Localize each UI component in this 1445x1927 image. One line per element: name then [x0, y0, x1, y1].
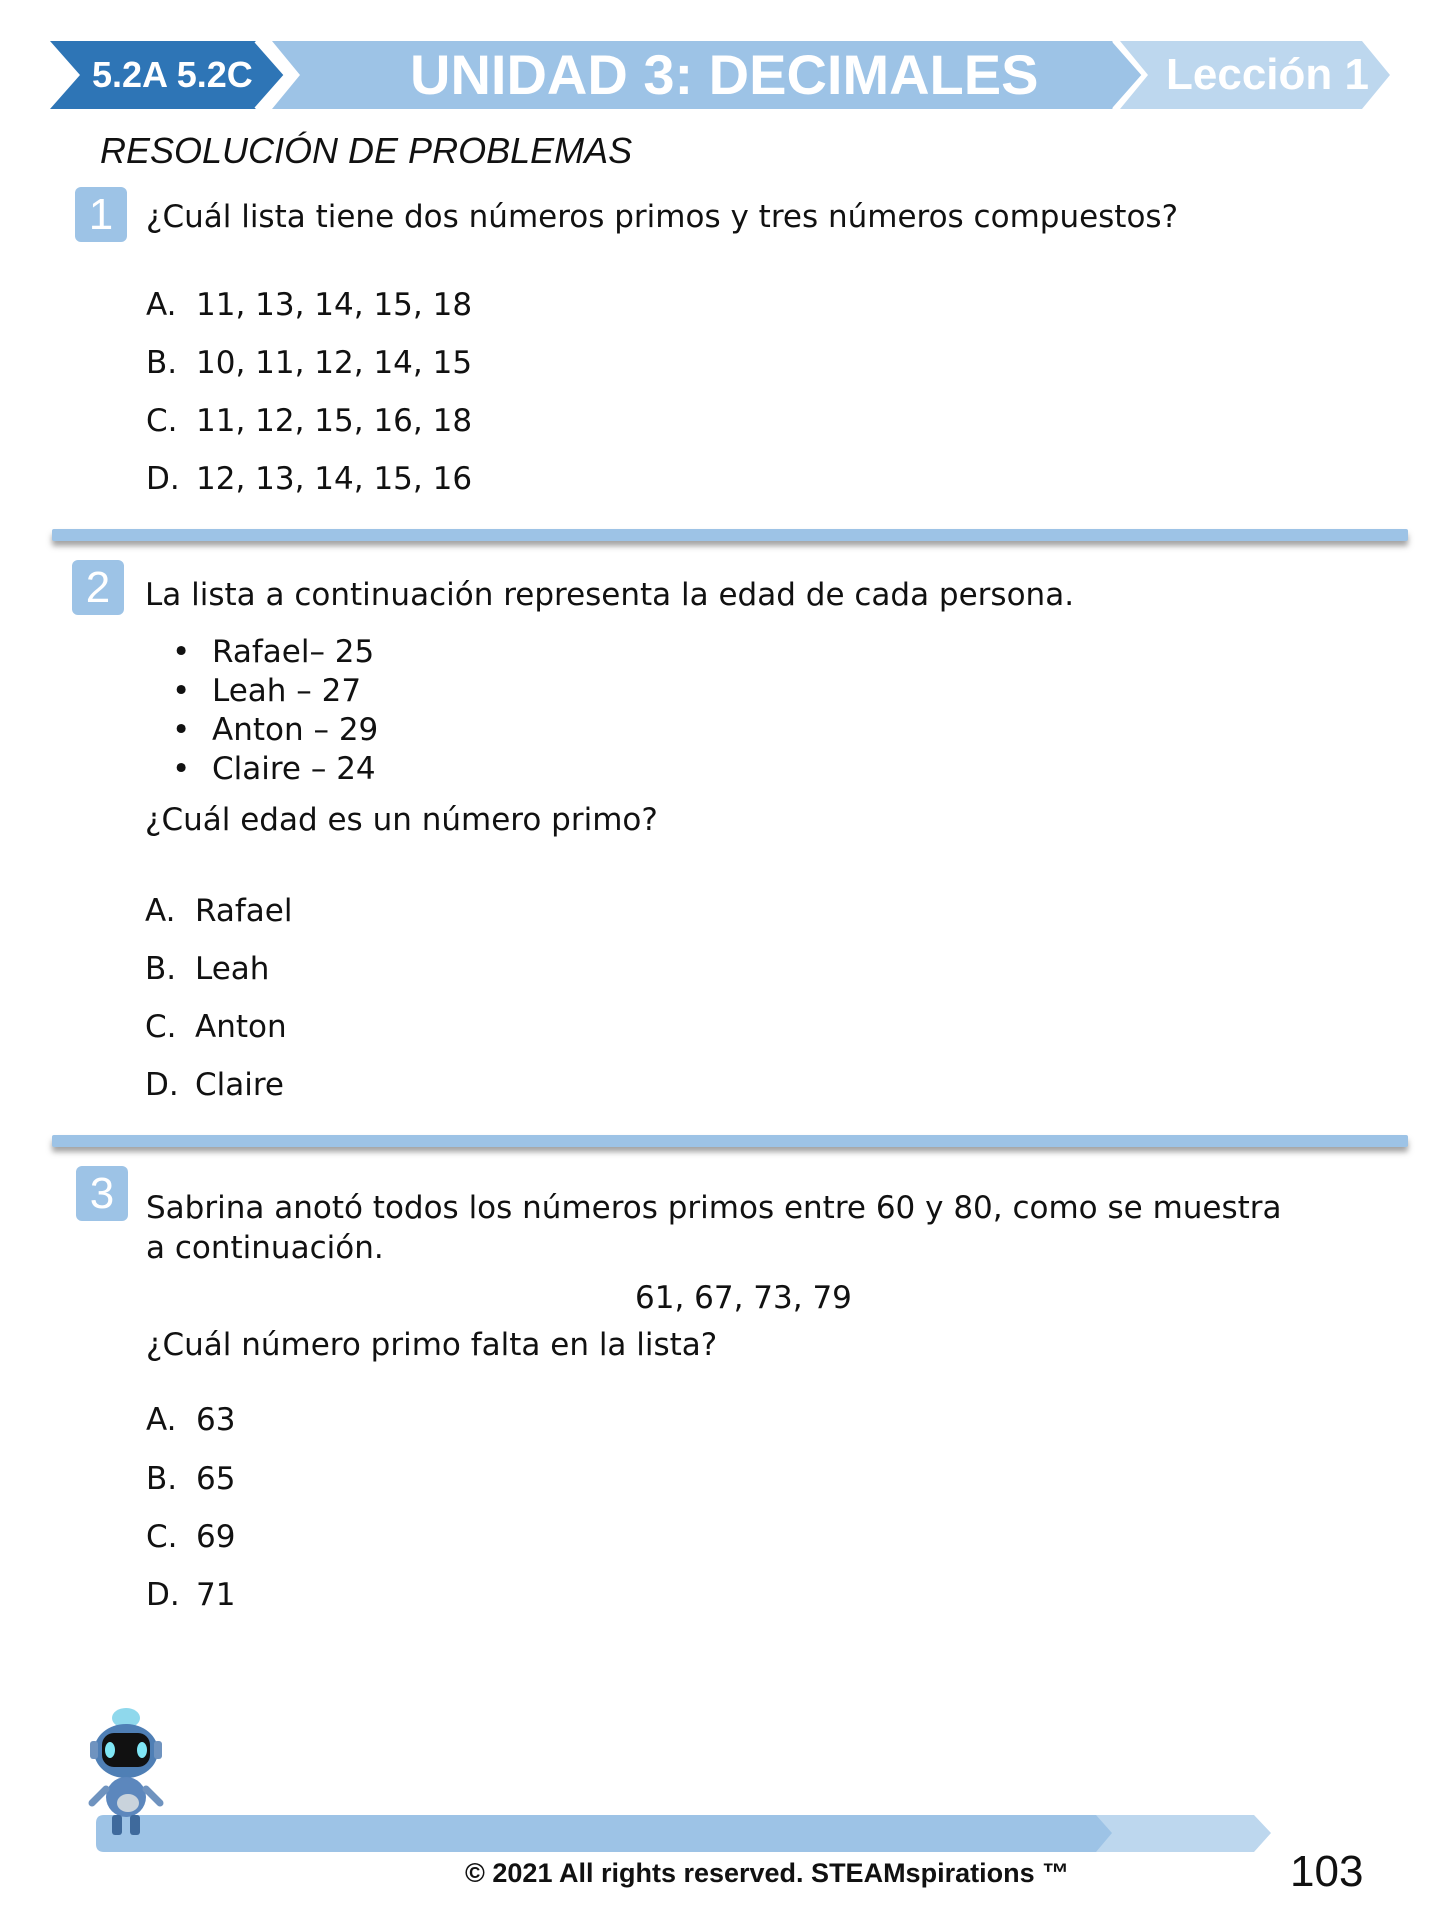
footer-bar — [96, 1815, 1276, 1852]
option-text: 69 — [196, 1519, 236, 1555]
option-letter: A. — [146, 1402, 177, 1438]
list-item: • Rafael– 25 — [172, 634, 375, 670]
answer-option[interactable] — [146, 403, 472, 439]
standards-label: 5.2A 5.2C — [92, 54, 253, 95]
header-banner — [50, 41, 1395, 109]
question-number-badge: 3 — [76, 1166, 128, 1221]
answer-option[interactable] — [145, 893, 292, 929]
option-letter: C. — [146, 1519, 178, 1555]
option-letter: A. — [145, 893, 176, 929]
prime-list: 61, 67, 73, 79 — [635, 1280, 852, 1316]
bullet-icon: • — [172, 712, 191, 748]
option-text: Leah — [195, 951, 270, 987]
section-divider — [52, 529, 1408, 541]
option-letter: D. — [146, 1577, 180, 1613]
option-text: Claire — [195, 1067, 285, 1103]
question-text: ¿Cuál lista tiene dos números primos y tres números compuestos? — [146, 199, 1179, 235]
footer-main-bar — [96, 1815, 1112, 1852]
copyright-text: © 2021 All rights reserved. STEAMspirations ™ — [465, 1858, 1070, 1888]
section-title: RESOLUCIÓN DE PROBLEMAS — [100, 130, 633, 171]
option-text: 65 — [196, 1461, 236, 1497]
footer-chevrons — [96, 1815, 1276, 1852]
answer-option[interactable] — [146, 1577, 235, 1613]
list-item: • Claire – 24 — [172, 751, 376, 787]
list-item: • Leah – 27 — [172, 673, 362, 709]
answer-option[interactable] — [145, 1009, 287, 1045]
question-number-badge: 1 — [75, 187, 127, 242]
question-text-line-2: a continuación. — [146, 1230, 384, 1266]
option-text: 71 — [196, 1577, 236, 1613]
option-letter: C. — [146, 403, 178, 439]
option-text: 11, 13, 14, 15, 18 — [196, 287, 473, 323]
answer-option[interactable] — [146, 1402, 235, 1438]
bullet-icon: • — [172, 673, 191, 709]
option-letter: A. — [146, 287, 177, 323]
answer-option[interactable] — [146, 345, 472, 381]
unit-title: UNIDAD 3: DECIMALES — [410, 43, 1039, 106]
option-letter: B. — [146, 345, 178, 381]
bullet-icon: • — [172, 634, 191, 670]
question-prompt: ¿Cuál edad es un número primo? — [145, 802, 658, 838]
option-letter: B. — [145, 951, 177, 987]
option-text: Rafael — [195, 893, 293, 929]
answer-option[interactable] — [146, 461, 472, 497]
option-text: 12, 13, 14, 15, 16 — [196, 461, 473, 497]
bullet-icon: • — [172, 751, 191, 787]
section-divider — [52, 1135, 1408, 1147]
option-letter: B. — [146, 1461, 178, 1497]
answer-option[interactable] — [145, 1067, 284, 1103]
option-letter: D. — [146, 461, 180, 497]
option-text: 63 — [196, 1402, 236, 1438]
answer-option[interactable] — [145, 951, 269, 987]
option-text: 11, 12, 15, 16, 18 — [196, 403, 473, 439]
footer-light-chevron — [1086, 1815, 1271, 1852]
page-number: 103 — [1290, 1847, 1364, 1896]
option-text: Anton — [195, 1009, 287, 1045]
option-letter: C. — [145, 1009, 177, 1045]
answer-option[interactable] — [146, 287, 472, 323]
question-text: La lista a continuación representa la edad de cada persona. — [145, 577, 1075, 613]
answer-option[interactable] — [146, 1461, 235, 1497]
robot-mascot-icon — [84, 1705, 164, 1840]
lesson-label: Lección 1 — [1166, 50, 1369, 99]
question-prompt: ¿Cuál número primo falta en la lista? — [146, 1327, 718, 1363]
list-item: • Anton – 29 — [172, 712, 379, 748]
option-letter: D. — [145, 1067, 179, 1103]
answer-option[interactable] — [146, 1519, 235, 1555]
question-text-line-1: Sabrina anotó todos los números primos entre 60 y 80, como se muestra — [146, 1190, 1282, 1226]
option-text: 10, 11, 12, 14, 15 — [196, 345, 473, 381]
question-number-badge: 2 — [72, 560, 124, 615]
